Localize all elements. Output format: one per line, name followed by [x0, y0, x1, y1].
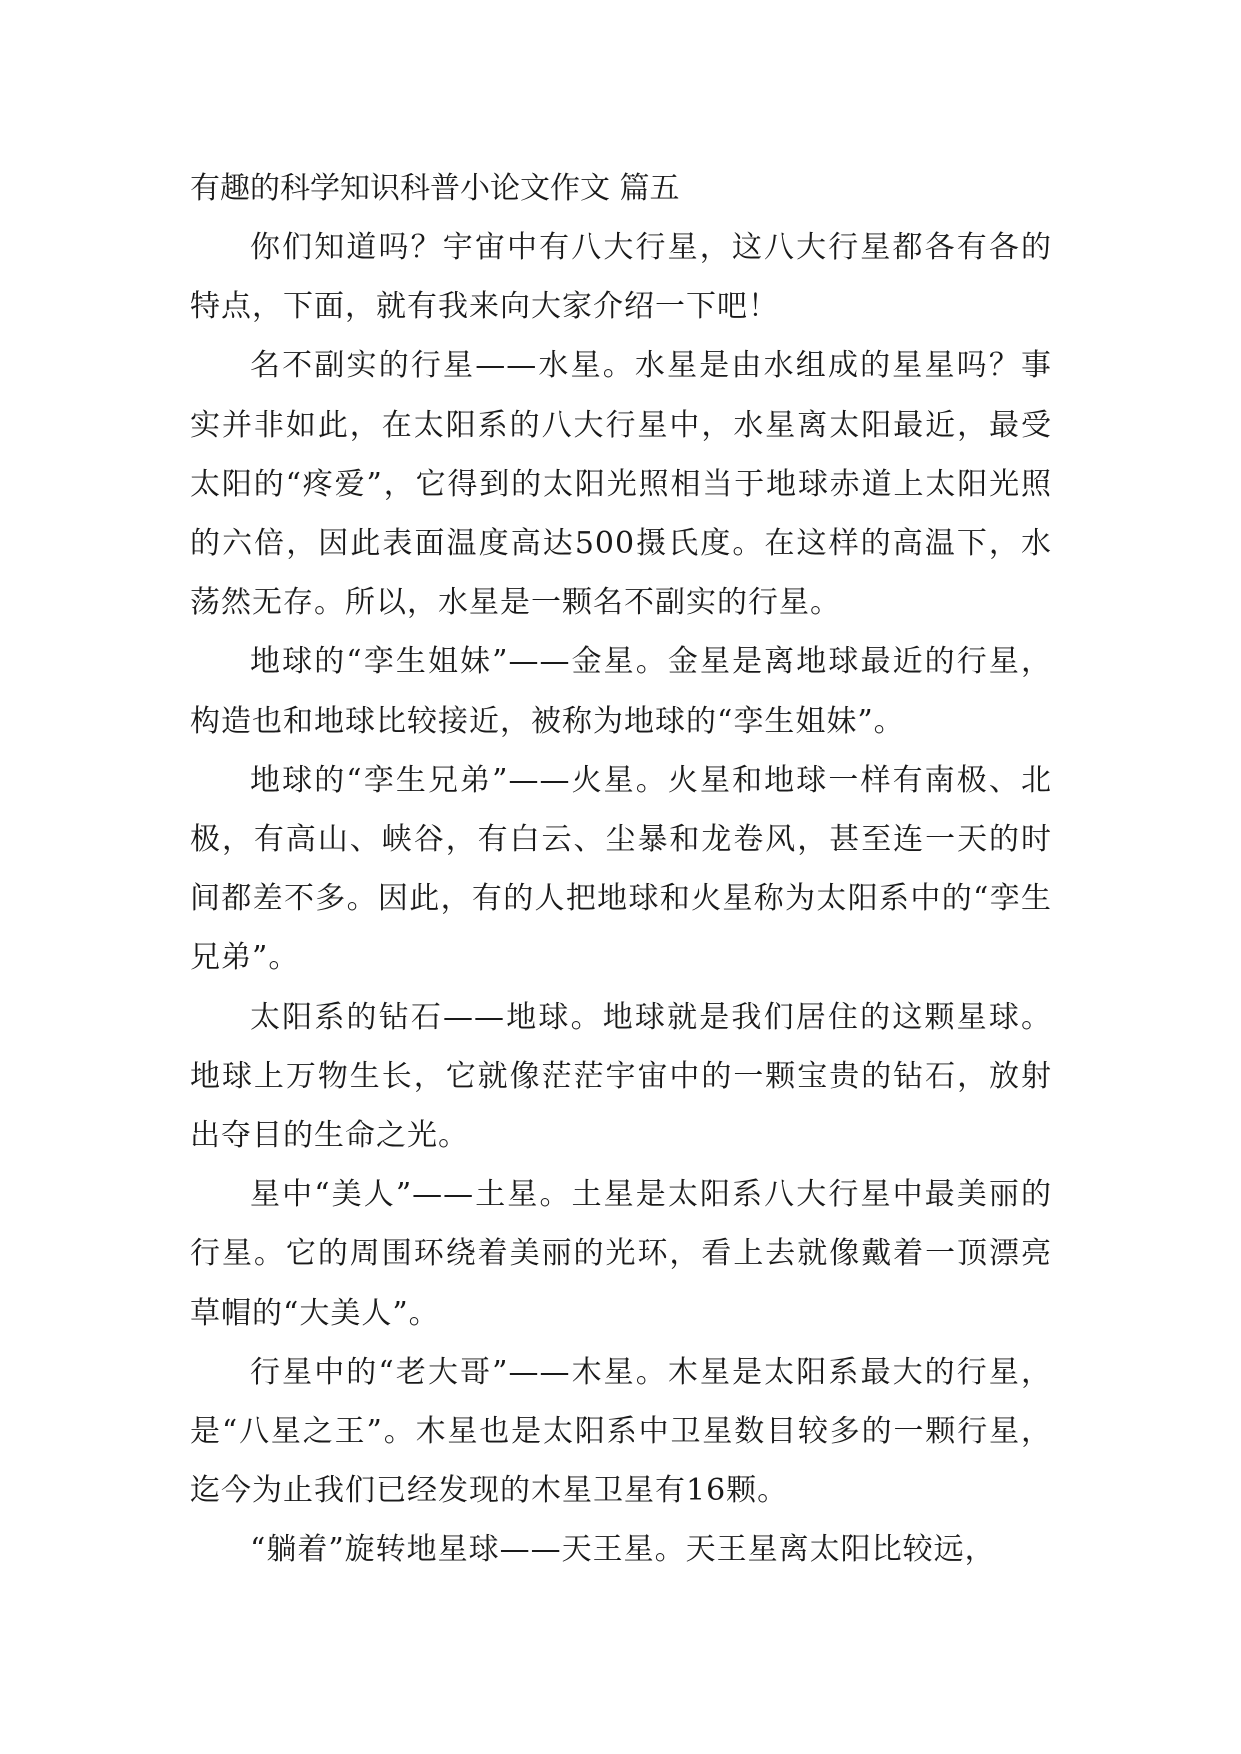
document-title: 有趣的科学知识科普小论文作文 篇五	[190, 171, 680, 206]
paragraph-earth: 太阳系的钻石——地球。地球就是我们居住的这颗星球。地球上万物生长，它就像茫茫宇宙中的一颗宝贵的钻石，放射出夺目的生命之光。	[190, 999, 1052, 1154]
document-page	[190, 160, 1052, 1580]
paragraph-intro: 你们知道吗？宇宙中有八大行星，这八大行星都各有各的特点，下面，就有我来向大家介绍一下吧！	[190, 230, 1052, 325]
paragraph-venus: 地球的“孪生姐妹”——金星。金星是离地球最近的行星，构造也和地球比较接近，被称为地球的“孪生姐妹”。	[190, 644, 1052, 739]
paragraph-mars: 地球的“孪生兄弟”——火星。火星和地球一样有南极、北极，有高山、峡谷，有白云、尘暴和龙卷风，甚至连一天的时间都差不多。因此，有的人把地球和火星称为太阳系中的“孪生兄弟”。	[190, 762, 1052, 976]
paragraph-uranus: “躺着”旋转地星球——天王星。天王星离太阳比较远，	[250, 1532, 996, 1568]
paragraph-jupiter: 行星中的“老大哥”——木星。木星是太阳系最大的行星，是“八星之王”。木星也是太阳系中卫星数目较多的一颗行星，迄今为止我们已经发现的木星卫星有16颗。	[190, 1354, 1052, 1509]
paragraph-mercury: 名不副实的行星——水星。水星是由水组成的星星吗？事实并非如此，在太阳系的八大行星中，水星离太阳最近，最受太阳的“疼爱”，它得到的太阳光照相当于地球赤道上太阳光照的六倍，因此表面温度高达500摄氏度。在这样的高温下，水荡然无存。所以，水星是一颗名不副实的行星。	[190, 348, 1052, 621]
paragraph-saturn: 星中“美人”——土星。土星是太阳系八大行星中最美丽的行星。它的周围环绕着美丽的光环，看上去就像戴着一顶漂亮草帽的“大美人”。	[190, 1177, 1052, 1331]
